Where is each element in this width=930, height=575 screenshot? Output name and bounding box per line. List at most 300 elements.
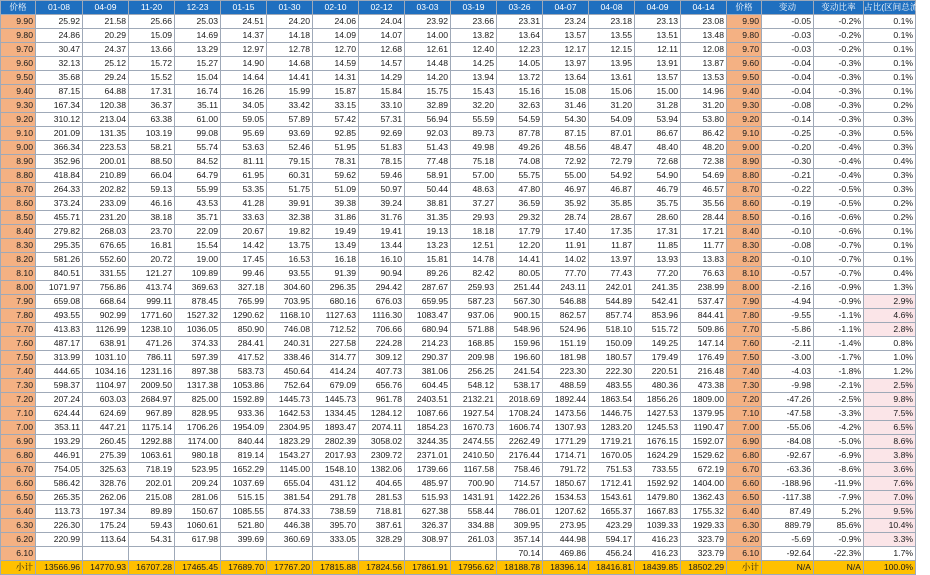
change-ratio-cell: -8.6% (814, 463, 864, 477)
price-cell: 7.10 (1, 407, 36, 421)
price-cell: 8.50 (1, 211, 36, 225)
share-cell: 2.5% (864, 379, 916, 393)
column-header[interactable]: 占比(区间总流通) (864, 1, 916, 15)
date-01-08-cell: 167.34 (36, 99, 83, 113)
table-row (1, 323, 916, 337)
share-cell: 3.6% (864, 463, 916, 477)
date-03-26-cell: 29.32 (497, 211, 543, 225)
date-04-09-cell: 21.58 (83, 15, 129, 29)
price-cell: 8.40 (1, 225, 36, 239)
date-03-26-cell: 13.72 (497, 71, 543, 85)
date-04-07-cell: 546.88 (543, 295, 589, 309)
date-04-07-cell: 524.96 (543, 323, 589, 337)
price-cell: 8.80 (1, 169, 36, 183)
date-01-15-cell: 521.80 (221, 519, 267, 533)
price-cell: 7.30 (1, 379, 36, 393)
date-04-09-cell: 325.63 (83, 463, 129, 477)
date-04-09b-cell: 31.28 (635, 99, 681, 113)
date-04-14-cell: 1929.33 (681, 519, 727, 533)
date-03-03-cell: 627.38 (405, 505, 451, 519)
date-03-26-cell: 251.44 (497, 281, 543, 295)
date-12-23-cell: 25.03 (175, 15, 221, 29)
date-03-19-cell: 13.94 (451, 71, 497, 85)
date-04-07-cell: 77.70 (543, 267, 589, 281)
date-02-10-cell: 1127.63 (313, 309, 359, 323)
date-04-07-cell: 1473.56 (543, 407, 589, 421)
share-cell: 0.4% (864, 267, 916, 281)
change-ratio-cell: -0.7% (814, 239, 864, 253)
total-date-04-14-cell: 18502.29 (681, 561, 727, 575)
date-02-10-cell: 680.16 (313, 295, 359, 309)
date-01-08-cell: 201.09 (36, 127, 83, 141)
date-02-12-cell: 12.68 (359, 43, 405, 57)
column-header[interactable]: 价格 (727, 1, 762, 15)
price-right-cell: 7.70 (727, 323, 762, 337)
date-01-30-cell: 655.04 (267, 477, 313, 491)
date-04-09b-cell: 15.00 (635, 85, 681, 99)
date-01-15-cell: 1290.62 (221, 309, 267, 323)
date-04-07-cell: 13.57 (543, 29, 589, 43)
price-cell: 6.90 (1, 435, 36, 449)
total-date-01-08-cell: 13566.96 (36, 561, 83, 575)
date-04-14-cell: 238.99 (681, 281, 727, 295)
price-cell: 7.60 (1, 337, 36, 351)
total-price-cell: 小计 (1, 561, 36, 575)
date-01-08-cell: 373.24 (36, 197, 83, 211)
date-02-10-cell: 91.39 (313, 267, 359, 281)
date-03-03-cell: 23.92 (405, 15, 451, 29)
date-11-20-cell: 2009.50 (129, 379, 175, 393)
column-header[interactable]: 03-03 (405, 1, 451, 15)
column-header[interactable]: 变动 (762, 1, 814, 15)
change-cell: -0.25 (762, 127, 814, 141)
change-cell: -9.55 (762, 309, 814, 323)
date-03-03-cell: 287.67 (405, 281, 451, 295)
date-03-26-cell: 1606.74 (497, 421, 543, 435)
date-01-15-cell: 81.11 (221, 155, 267, 169)
table-row (1, 71, 916, 85)
date-12-23-cell: 55.74 (175, 141, 221, 155)
date-11-20-cell: 413.74 (129, 281, 175, 295)
column-header[interactable]: 04-09 (635, 1, 681, 15)
date-01-30-cell: 746.08 (267, 323, 313, 337)
price-right-cell: 8.40 (727, 225, 762, 239)
change-ratio-cell: -0.4% (814, 141, 864, 155)
date-02-12-cell: 1116.30 (359, 309, 405, 323)
date-01-08-cell (36, 547, 83, 561)
date-04-14-cell: 31.20 (681, 99, 727, 113)
date-01-15-cell: 12.97 (221, 43, 267, 57)
change-cell: -0.05 (762, 15, 814, 29)
date-03-19-cell: 937.06 (451, 309, 497, 323)
date-01-08-cell: 32.13 (36, 57, 83, 71)
date-12-23-cell: 369.63 (175, 281, 221, 295)
date-04-09-cell: 131.35 (83, 127, 129, 141)
price-right-cell: 8.70 (727, 183, 762, 197)
date-04-09-cell: 197.34 (83, 505, 129, 519)
date-04-14-cell: 1529.62 (681, 449, 727, 463)
price-right-cell: 9.30 (727, 99, 762, 113)
date-03-03-cell (405, 547, 451, 561)
date-04-08-cell: 31.20 (589, 99, 635, 113)
date-03-03-cell: 51.43 (405, 141, 451, 155)
date-04-14-cell: 13.83 (681, 253, 727, 267)
date-12-23-cell: 15.54 (175, 239, 221, 253)
date-12-23-cell: 1036.05 (175, 323, 221, 337)
change-ratio-cell: -0.4% (814, 169, 864, 183)
date-01-15-cell: 14.64 (221, 71, 267, 85)
date-12-23-cell: 980.18 (175, 449, 221, 463)
date-03-03-cell: 2371.01 (405, 449, 451, 463)
price-right-cell: 7.10 (727, 407, 762, 421)
date-02-12-cell: 387.61 (359, 519, 405, 533)
price-cell: 9.60 (1, 57, 36, 71)
date-11-20-cell: 15.09 (129, 29, 175, 43)
price-cell: 7.40 (1, 365, 36, 379)
date-11-20-cell: 2684.97 (129, 393, 175, 407)
change-cell: -2.11 (762, 337, 814, 351)
date-04-07-cell: 243.11 (543, 281, 589, 295)
table-row (1, 477, 916, 491)
price-right-cell: 7.20 (727, 393, 762, 407)
table-row (1, 15, 916, 29)
share-cell: 7.6% (864, 477, 916, 491)
column-header[interactable]: 04-09 (83, 1, 129, 15)
date-02-12-cell: 294.42 (359, 281, 405, 295)
column-header[interactable]: 04-14 (681, 1, 727, 15)
table-row (1, 211, 916, 225)
date-02-12-cell: 706.66 (359, 323, 405, 337)
date-03-03-cell: 290.37 (405, 351, 451, 365)
date-01-08-cell: 87.15 (36, 85, 83, 99)
share-cell: 0.1% (864, 239, 916, 253)
date-02-10-cell: 296.35 (313, 281, 359, 295)
date-04-07-cell: 48.56 (543, 141, 589, 155)
price-right-cell: 6.30 (727, 519, 762, 533)
date-04-08-cell: 28.67 (589, 211, 635, 225)
table-row (1, 141, 916, 155)
price-cell: 7.50 (1, 351, 36, 365)
date-04-09b-cell: 1592.92 (635, 477, 681, 491)
date-04-07-cell: 46.97 (543, 183, 589, 197)
total-date-04-08-cell: 18416.81 (589, 561, 635, 575)
date-04-09-cell: 624.69 (83, 407, 129, 421)
change-cell: -0.57 (762, 267, 814, 281)
date-03-26-cell: 1708.24 (497, 407, 543, 421)
date-01-15-cell: 17.45 (221, 253, 267, 267)
date-04-08-cell: 150.09 (589, 337, 635, 351)
date-04-09b-cell: 1624.29 (635, 449, 681, 463)
date-04-07-cell: 11.91 (543, 239, 589, 253)
date-04-07-cell: 14.02 (543, 253, 589, 267)
date-04-08-cell: 35.85 (589, 197, 635, 211)
date-04-08-cell: 456.24 (589, 547, 635, 561)
column-header[interactable]: 变动比率 (814, 1, 864, 15)
total-date-12-23-cell: 17465.45 (175, 561, 221, 575)
date-03-03-cell: 485.97 (405, 477, 451, 491)
column-header[interactable]: 价格 (1, 1, 36, 15)
date-03-26-cell: 309.95 (497, 519, 543, 533)
date-02-10-cell: 1548.10 (313, 463, 359, 477)
date-04-14-cell: 86.42 (681, 127, 727, 141)
column-header[interactable]: 01-08 (36, 1, 83, 15)
price-right-cell: 7.50 (727, 351, 762, 365)
share-cell: 0.3% (864, 169, 916, 183)
date-04-08-cell: 13.95 (589, 57, 635, 71)
date-04-08-cell: 1543.61 (589, 491, 635, 505)
date-04-09-cell (83, 547, 129, 561)
date-01-08-cell: 207.24 (36, 393, 83, 407)
date-03-19-cell: 18.18 (451, 225, 497, 239)
date-03-19-cell: 1167.58 (451, 463, 497, 477)
share-cell: 8.6% (864, 435, 916, 449)
date-04-08-cell: 77.43 (589, 267, 635, 281)
column-header[interactable]: 12-23 (175, 1, 221, 15)
date-12-23-cell: 15.04 (175, 71, 221, 85)
share-cell: 0.2% (864, 197, 916, 211)
price-right-cell: 6.20 (727, 533, 762, 547)
change-cell: -0.08 (762, 99, 814, 113)
share-cell: 3.8% (864, 449, 916, 463)
date-04-14-cell: 216.48 (681, 365, 727, 379)
price-right-cell: 9.70 (727, 43, 762, 57)
date-04-08-cell: 13.55 (589, 29, 635, 43)
date-04-09-cell: 1104.97 (83, 379, 129, 393)
change-ratio-cell: -1.8% (814, 365, 864, 379)
date-11-20-cell: 36.37 (129, 99, 175, 113)
date-02-10-cell: 227.58 (313, 337, 359, 351)
date-01-30-cell: 33.42 (267, 99, 313, 113)
date-02-12-cell: 14.07 (359, 29, 405, 43)
date-04-14-cell: 672.19 (681, 463, 727, 477)
date-04-07-cell: 444.98 (543, 533, 589, 547)
date-02-12-cell: 676.03 (359, 295, 405, 309)
date-01-15-cell: 53.63 (221, 141, 267, 155)
date-04-08-cell: 13.61 (589, 71, 635, 85)
date-04-08-cell: 544.89 (589, 295, 635, 309)
date-01-30-cell: 14.18 (267, 29, 313, 43)
date-01-08-cell: 352.96 (36, 155, 83, 169)
date-04-09b-cell: 416.23 (635, 547, 681, 561)
change-cell: -0.08 (762, 239, 814, 253)
date-03-03-cell: 89.26 (405, 267, 451, 281)
date-02-10-cell: 1893.47 (313, 421, 359, 435)
date-03-03-cell: 1854.23 (405, 421, 451, 435)
date-04-08-cell: 54.92 (589, 169, 635, 183)
date-01-15-cell: 819.14 (221, 449, 267, 463)
date-11-20-cell: 1175.14 (129, 421, 175, 435)
column-header[interactable]: 03-19 (451, 1, 497, 15)
column-header[interactable]: 02-12 (359, 1, 405, 15)
date-04-09-cell: 231.20 (83, 211, 129, 225)
date-04-07-cell: 55.00 (543, 169, 589, 183)
date-11-20-cell: 63.38 (129, 113, 175, 127)
date-01-08-cell: 624.44 (36, 407, 83, 421)
date-12-23-cell: 55.99 (175, 183, 221, 197)
date-04-09b-cell: 53.94 (635, 113, 681, 127)
date-04-09-cell: 275.39 (83, 449, 129, 463)
date-01-30-cell: 93.55 (267, 267, 313, 281)
table-row (1, 295, 916, 309)
share-cell: 9.8% (864, 393, 916, 407)
date-12-23-cell: 43.53 (175, 197, 221, 211)
column-header[interactable]: 01-30 (267, 1, 313, 15)
date-04-09b-cell: 11.85 (635, 239, 681, 253)
column-header[interactable]: 02-10 (313, 1, 359, 15)
table-row (1, 309, 916, 323)
date-04-07-cell: 1850.67 (543, 477, 589, 491)
date-04-09b-cell: 28.60 (635, 211, 681, 225)
date-02-10-cell: 14.31 (313, 71, 359, 85)
date-01-08-cell: 754.05 (36, 463, 83, 477)
date-12-23-cell: 828.95 (175, 407, 221, 421)
date-04-14-cell: 844.41 (681, 309, 727, 323)
date-12-23-cell (175, 547, 221, 561)
date-03-03-cell: 1739.66 (405, 463, 451, 477)
column-header[interactable]: 03-26 (497, 1, 543, 15)
table-row (1, 239, 916, 253)
date-12-23-cell: 209.24 (175, 477, 221, 491)
date-01-30-cell: 1642.53 (267, 407, 313, 421)
table-row (1, 519, 916, 533)
date-01-08-cell: 659.08 (36, 295, 83, 309)
date-03-26-cell: 55.75 (497, 169, 543, 183)
date-03-26-cell: 357.14 (497, 533, 543, 547)
date-03-26-cell: 758.46 (497, 463, 543, 477)
date-03-19-cell: 587.23 (451, 295, 497, 309)
date-03-03-cell: 3244.35 (405, 435, 451, 449)
date-02-12-cell: 14.57 (359, 57, 405, 71)
table-row (1, 449, 916, 463)
date-03-19-cell: 571.88 (451, 323, 497, 337)
date-04-14-cell: 54.69 (681, 169, 727, 183)
date-04-08-cell: 12.15 (589, 43, 635, 57)
date-04-14-cell: 537.47 (681, 295, 727, 309)
date-03-26-cell: 54.59 (497, 113, 543, 127)
date-02-10-cell: 395.70 (313, 519, 359, 533)
change-cell: -0.20 (762, 141, 814, 155)
column-header[interactable]: 01-15 (221, 1, 267, 15)
column-header[interactable]: 11-20 (129, 1, 175, 15)
price-right-cell: 6.70 (727, 463, 762, 477)
date-01-08-cell: 581.26 (36, 253, 83, 267)
date-03-03-cell: 58.91 (405, 169, 451, 183)
change-cell: -92.64 (762, 547, 814, 561)
change-ratio-cell: 85.6% (814, 519, 864, 533)
date-04-09-cell: 552.60 (83, 253, 129, 267)
share-cell: 7.5% (864, 407, 916, 421)
date-02-10-cell: 57.42 (313, 113, 359, 127)
date-01-15-cell: 1085.55 (221, 505, 267, 519)
table-row (1, 99, 916, 113)
date-03-26-cell: 2176.44 (497, 449, 543, 463)
date-03-03-cell: 659.95 (405, 295, 451, 309)
price-cell: 8.20 (1, 253, 36, 267)
date-03-26-cell: 900.15 (497, 309, 543, 323)
change-cell: -0.04 (762, 57, 814, 71)
date-04-08-cell: 48.47 (589, 141, 635, 155)
date-04-14-cell: 12.08 (681, 43, 727, 57)
column-header[interactable]: 04-08 (589, 1, 635, 15)
date-12-23-cell: 22.09 (175, 225, 221, 239)
date-11-20-cell: 1231.16 (129, 365, 175, 379)
date-03-03-cell: 32.89 (405, 99, 451, 113)
table-row (1, 533, 916, 547)
date-03-19-cell: 2132.21 (451, 393, 497, 407)
date-01-08-cell: 295.35 (36, 239, 83, 253)
date-04-09-cell: 64.88 (83, 85, 129, 99)
change-cell: -9.98 (762, 379, 814, 393)
date-01-15-cell: 933.36 (221, 407, 267, 421)
change-cell: -5.86 (762, 323, 814, 337)
price-right-cell: 7.40 (727, 365, 762, 379)
date-01-30-cell: 338.46 (267, 351, 313, 365)
date-11-20-cell: 46.16 (129, 197, 175, 211)
price-right-cell: 9.40 (727, 85, 762, 99)
share-cell: 6.5% (864, 421, 916, 435)
date-04-08-cell: 1863.54 (589, 393, 635, 407)
date-04-08-cell: 483.55 (589, 379, 635, 393)
date-02-10-cell: 1334.45 (313, 407, 359, 421)
date-02-12-cell: 224.28 (359, 337, 405, 351)
date-02-10-cell: 51.09 (313, 183, 359, 197)
price-right-cell: 8.20 (727, 253, 762, 267)
change-ratio-cell: -3.3% (814, 407, 864, 421)
date-02-10-cell: 1445.73 (313, 393, 359, 407)
date-04-09-cell: 25.12 (83, 57, 129, 71)
date-03-26-cell: 538.17 (497, 379, 543, 393)
date-12-23-cell: 64.79 (175, 169, 221, 183)
date-01-15-cell: 583.73 (221, 365, 267, 379)
table-row (1, 29, 916, 43)
date-04-09b-cell: 220.51 (635, 365, 681, 379)
date-03-03-cell: 77.48 (405, 155, 451, 169)
date-03-03-cell: 15.75 (405, 85, 451, 99)
date-01-15-cell: 399.69 (221, 533, 267, 547)
table-row (1, 379, 916, 393)
date-01-08-cell: 265.35 (36, 491, 83, 505)
column-header[interactable]: 04-07 (543, 1, 589, 15)
date-03-26-cell: 12.23 (497, 43, 543, 57)
price-right-cell: 6.90 (727, 435, 762, 449)
date-03-19-cell: 168.85 (451, 337, 497, 351)
total-date-04-09b-cell: 18439.85 (635, 561, 681, 575)
date-02-12-cell: 51.83 (359, 141, 405, 155)
total-date-01-30-cell: 17767.20 (267, 561, 313, 575)
date-01-30-cell: 51.75 (267, 183, 313, 197)
date-11-20-cell: 88.50 (129, 155, 175, 169)
date-01-08-cell: 586.42 (36, 477, 83, 491)
date-01-15-cell: 41.28 (221, 197, 267, 211)
date-12-23-cell: 15.27 (175, 57, 221, 71)
date-01-30-cell: 79.15 (267, 155, 313, 169)
date-02-12-cell (359, 547, 405, 561)
table-row (1, 85, 916, 99)
change-ratio-cell: -7.9% (814, 491, 864, 505)
change-ratio-cell: -4.2% (814, 421, 864, 435)
table-row (1, 337, 916, 351)
date-04-08-cell: 72.79 (589, 155, 635, 169)
date-03-03-cell: 2403.51 (405, 393, 451, 407)
date-03-26-cell: 17.79 (497, 225, 543, 239)
date-01-30-cell: 32.38 (267, 211, 313, 225)
date-12-23-cell: 35.71 (175, 211, 221, 225)
price-cell: 8.90 (1, 155, 36, 169)
date-04-09b-cell: 542.41 (635, 295, 681, 309)
date-03-26-cell: 32.63 (497, 99, 543, 113)
date-02-10-cell: 31.86 (313, 211, 359, 225)
date-02-12-cell: 31.76 (359, 211, 405, 225)
